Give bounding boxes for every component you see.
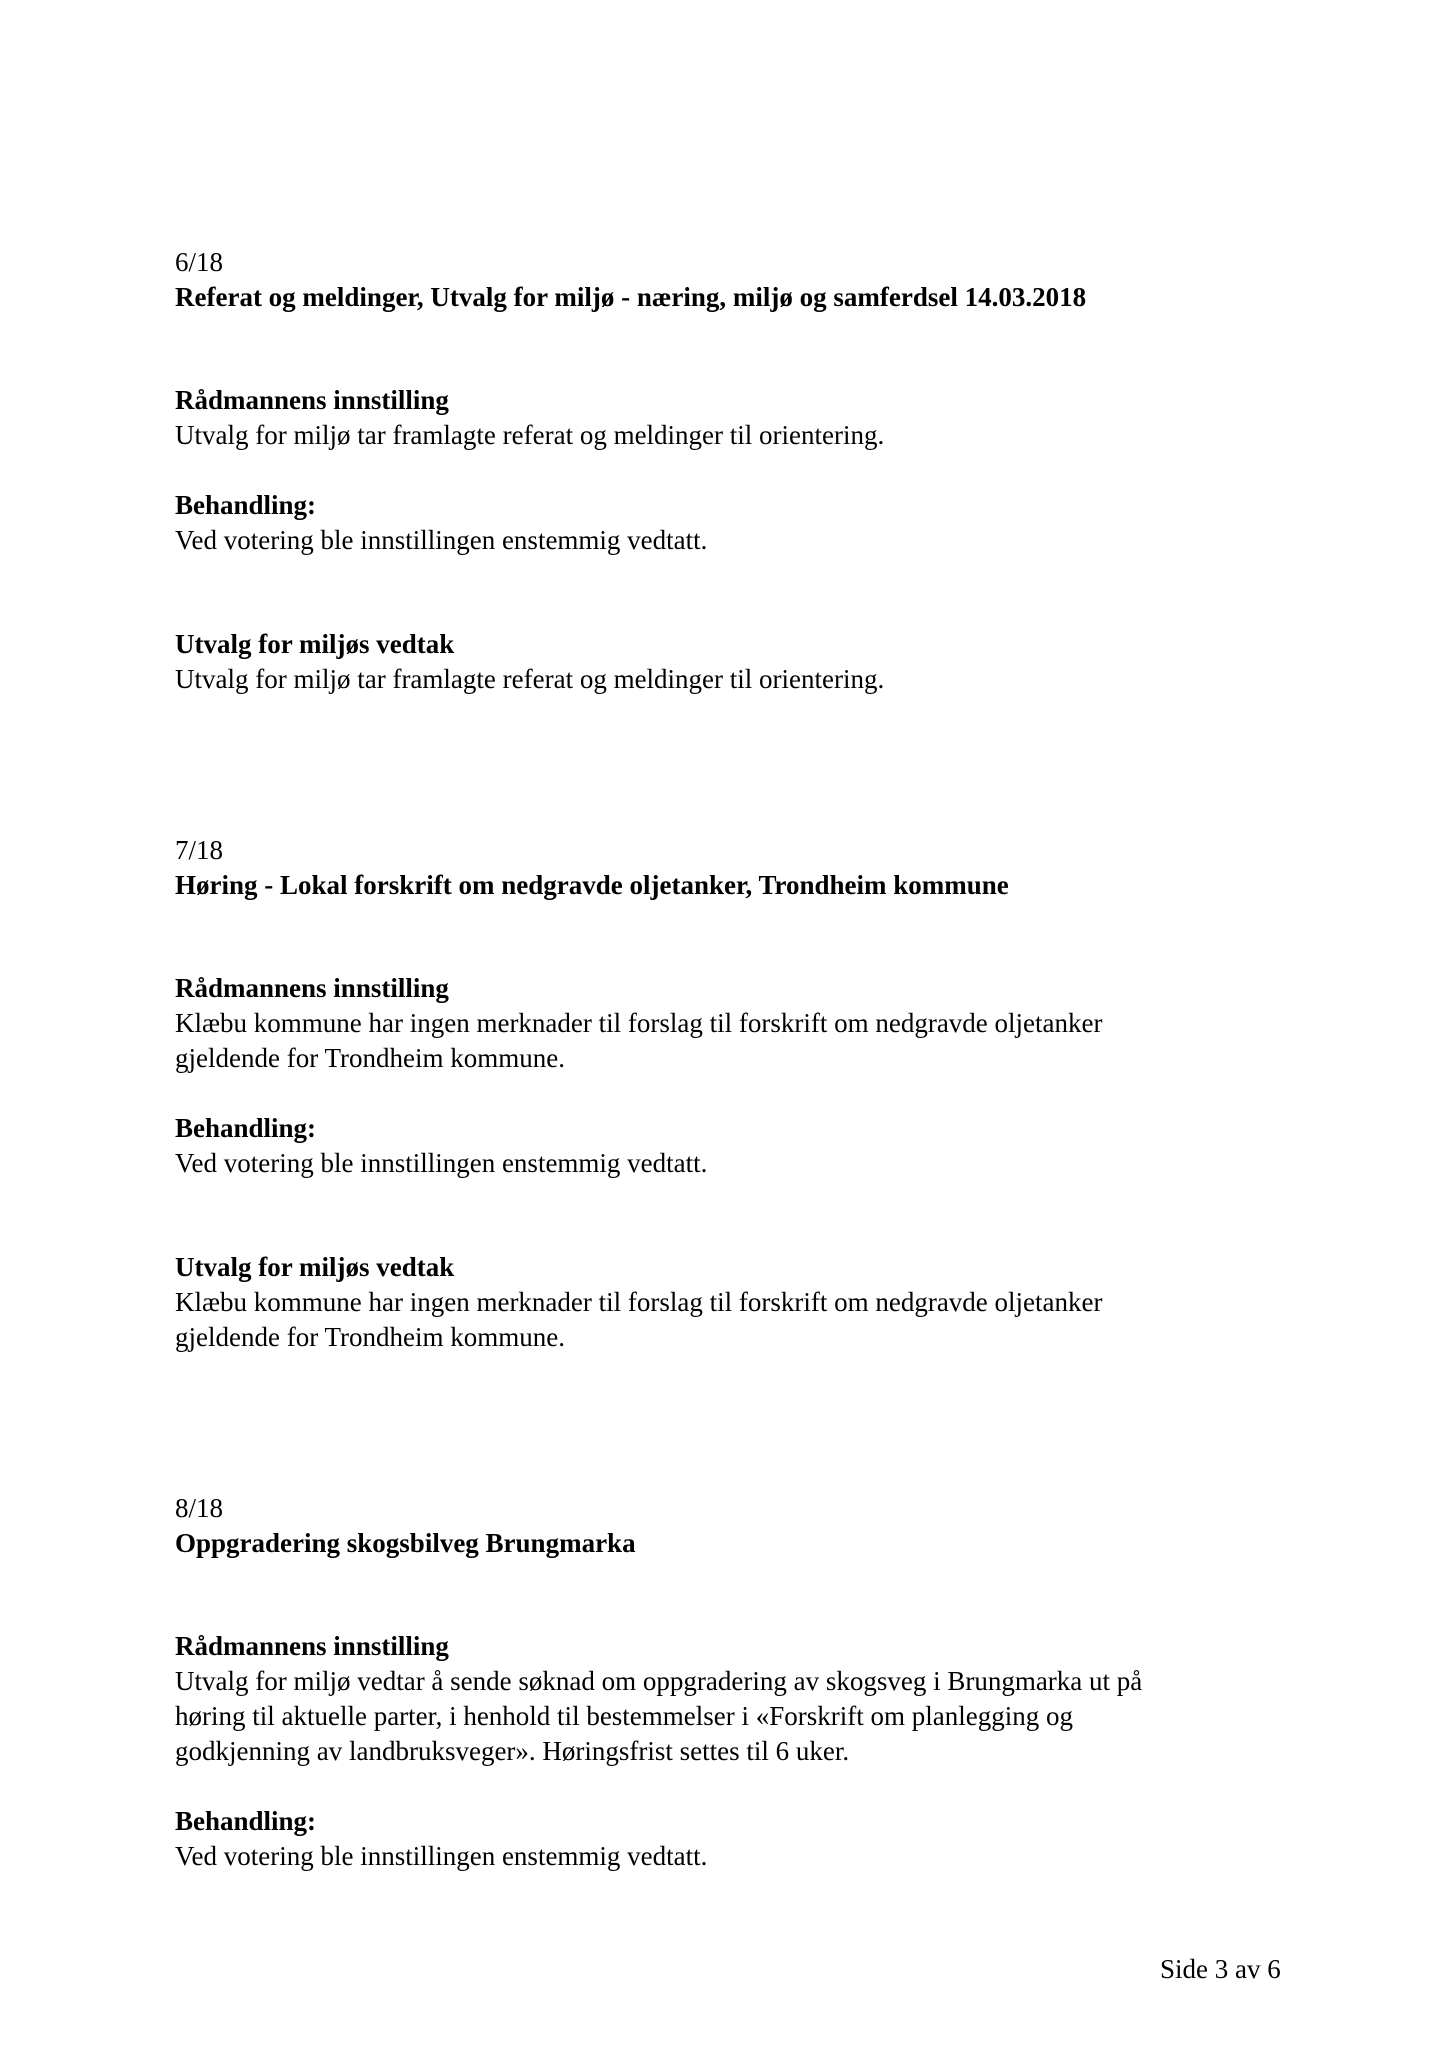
treatment-text: Ved votering ble innstillingen enstemmig vedtatt. — [175, 1148, 708, 1178]
recommendation-text: Klæbu kommune har ingen merknader til forslag til forskrift om nedgravde oljetanker — [175, 1008, 1103, 1038]
treatment-text: Ved votering ble innstillingen enstemmig vedtatt. — [175, 1841, 708, 1871]
decision-text: Klæbu kommune har ingen merknader til forslag til forskrift om nedgravde oljetanker — [175, 1287, 1103, 1317]
recommendation-text: Utvalg for miljø vedtar å sende søknad om oppgradering av skogsveg i Brungmarka ut på — [175, 1666, 1143, 1696]
recommendation-heading: Rådmannens innstilling — [175, 1631, 449, 1661]
case-title: Oppgradering skogsbilveg Brungmarka — [175, 1528, 636, 1558]
case-number: 7/18 — [175, 835, 224, 865]
case-number: 6/18 — [175, 247, 224, 277]
recommendation-heading: Rådmannens innstilling — [175, 973, 449, 1003]
decision-text: Utvalg for miljø tar framlagte referat og meldinger til orientering. — [175, 664, 885, 694]
case-title: Referat og meldinger, Utvalg for miljø - næring, miljø og samferdsel 14.03.2018 — [175, 282, 1087, 312]
decision-text: gjeldende for Trondheim kommune. — [175, 1322, 565, 1352]
treatment-text: Ved votering ble innstillingen enstemmig vedtatt. — [175, 525, 708, 555]
decision-heading: Utvalg for miljøs vedtak — [175, 629, 455, 659]
treatment-heading: Behandling: — [175, 1113, 317, 1143]
page-number: Side 3 av 6 — [1160, 1954, 1281, 1984]
case-number: 8/18 — [175, 1493, 224, 1523]
recommendation-text: Utvalg for miljø tar framlagte referat og meldinger til orientering. — [175, 420, 885, 450]
recommendation-text: høring til aktuelle parter, i henhold til bestemmelser i «Forskrift om planlegging og — [175, 1701, 1073, 1731]
case-title: Høring - Lokal forskrift om nedgravde oljetanker, Trondheim kommune — [175, 870, 1009, 900]
treatment-heading: Behandling: — [175, 490, 317, 520]
recommendation-text: godkjenning av landbruksveger». Høringsfrist settes til 6 uker. — [175, 1736, 850, 1766]
recommendation-heading: Rådmannens innstilling — [175, 385, 449, 415]
treatment-heading: Behandling: — [175, 1806, 317, 1836]
recommendation-text: gjeldende for Trondheim kommune. — [175, 1043, 565, 1073]
decision-heading: Utvalg for miljøs vedtak — [175, 1252, 455, 1282]
